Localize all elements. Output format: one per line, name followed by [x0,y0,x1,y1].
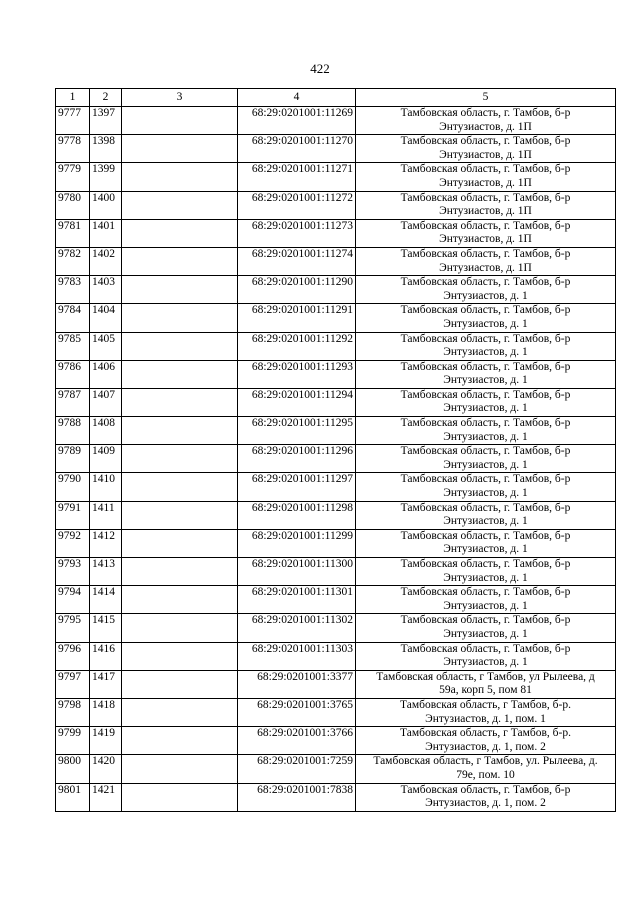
address-line-1: Тамбовская область, г Тамбов, б-р. [400,727,571,740]
column-header-2: 2 [90,89,122,107]
address-line-1: Тамбовская область, г. Тамбов, б-р [400,135,571,148]
address-cell [356,332,616,360]
row-number-cell: 9784 [56,304,90,332]
record-id-cell: 1409 [90,445,122,473]
empty-cell [122,698,238,726]
address-cell [356,755,616,783]
cadastral-number-cell: 68:29:0201001:3377 [238,670,356,698]
record-id-cell: 1399 [90,163,122,191]
address-cell [356,135,616,163]
address-line-2: Энтузиастов, д. 1 [443,289,528,302]
address-line-2: 79е, пом. 10 [456,768,515,781]
empty-cell [122,360,238,388]
row-number-cell: 9796 [56,642,90,670]
empty-cell [122,219,238,247]
cadastral-number-cell: 68:29:0201001:11271 [238,163,356,191]
row-number-cell: 9792 [56,529,90,557]
table-row [56,219,616,247]
address-cell [356,501,616,529]
table-row [56,614,616,642]
cadastral-number-cell: 68:29:0201001:11291 [238,304,356,332]
empty-cell [122,642,238,670]
address-line-2: Энтузиастов, д. 1 [443,515,528,528]
row-number-cell: 9789 [56,445,90,473]
record-id-cell: 1420 [90,755,122,783]
address-line-2: Энтузиастов, д. 1 [443,346,528,359]
address-line-2: Энтузиастов, д. 1 [443,543,528,556]
empty-cell [122,388,238,416]
address-line-1: Тамбовская область, г. Тамбов, б-р [400,473,571,486]
address-line-2: Энтузиастов, д. 1П [439,233,532,246]
cadastral-number-cell: 68:29:0201001:11292 [238,332,356,360]
table-row [56,642,616,670]
empty-cell [122,191,238,219]
record-id-cell: 1413 [90,558,122,586]
address-line-1: Тамбовская область, г. Тамбов, б-р [400,614,571,627]
address-line-1: Тамбовская область, г. Тамбов, б-р [400,388,571,401]
empty-cell [122,586,238,614]
record-id-cell: 1401 [90,219,122,247]
address-line-1: Тамбовская область, г. Тамбов, б-р [400,276,571,289]
row-number-cell: 9777 [56,107,90,135]
table-header [56,89,616,107]
address-line-1: Тамбовская область, г. Тамбов, б-р [400,417,571,430]
address-line-2: Энтузиастов, д. 1 [443,430,528,443]
record-id-cell: 1397 [90,107,122,135]
empty-cell [122,107,238,135]
table-row [56,529,616,557]
empty-cell [122,783,238,811]
address-line-2: Энтузиастов, д. 1, пом. 2 [425,740,546,753]
empty-cell [122,614,238,642]
record-id-cell: 1407 [90,388,122,416]
cadastral-number-cell: 68:29:0201001:11303 [238,642,356,670]
column-header-5: 5 [356,89,616,107]
empty-cell [122,755,238,783]
table-row [56,727,616,755]
table-row [56,247,616,275]
table-row [56,586,616,614]
table-row [56,135,616,163]
table-row [56,304,616,332]
cadastral-number-cell: 68:29:0201001:3766 [238,727,356,755]
record-id-cell: 1400 [90,191,122,219]
address-cell [356,191,616,219]
row-number-cell: 9801 [56,783,90,811]
cadastral-number-cell: 68:29:0201001:11294 [238,388,356,416]
cadastral-number-cell: 68:29:0201001:3765 [238,698,356,726]
cadastral-number-cell: 68:29:0201001:11295 [238,417,356,445]
address-line-2: Энтузиастов, д. 1П [439,120,532,133]
address-line-1: Тамбовская область, г. Тамбов, б-р [400,445,571,458]
table-row [56,332,616,360]
cadastral-number-cell: 68:29:0201001:11298 [238,501,356,529]
table-body [56,107,616,812]
empty-cell [122,417,238,445]
registry-table [55,88,616,812]
record-id-cell: 1406 [90,360,122,388]
row-number-cell: 9791 [56,501,90,529]
row-number-cell: 9799 [56,727,90,755]
row-number-cell: 9780 [56,191,90,219]
address-line-1: Тамбовская область, г. Тамбов, б-р [400,586,571,599]
address-cell [356,670,616,698]
table-row [56,473,616,501]
address-line-1: Тамбовская область, г. Тамбов, б-р [400,163,571,176]
address-cell [356,558,616,586]
empty-cell [122,163,238,191]
table-row [56,163,616,191]
cadastral-number-cell: 68:29:0201001:11273 [238,219,356,247]
table-row [56,276,616,304]
empty-cell [122,135,238,163]
address-line-2: Энтузиастов, д. 1 [443,458,528,471]
row-number-cell: 9787 [56,388,90,416]
address-cell [356,783,616,811]
row-number-cell: 9778 [56,135,90,163]
cadastral-number-cell: 68:29:0201001:7259 [238,755,356,783]
address-cell [356,445,616,473]
cadastral-number-cell: 68:29:0201001:11274 [238,247,356,275]
address-cell [356,388,616,416]
row-number-cell: 9794 [56,586,90,614]
address-line-1: Тамбовская область, г. Тамбов, б-р [400,304,571,317]
table-row [56,698,616,726]
record-id-cell: 1405 [90,332,122,360]
address-line-1: Тамбовская область, г. Тамбов, б-р [400,360,571,373]
empty-cell [122,529,238,557]
address-line-1: Тамбовская область, г. Тамбов, б-р [400,558,571,570]
address-cell [356,417,616,445]
record-id-cell: 1415 [90,614,122,642]
cadastral-number-cell: 68:29:0201001:7838 [238,783,356,811]
row-number-cell: 9779 [56,163,90,191]
address-cell [356,614,616,642]
address-cell [356,304,616,332]
record-id-cell: 1404 [90,304,122,332]
address-line-2: Энтузиастов, д. 1 [443,317,528,330]
address-cell [356,276,616,304]
cadastral-number-cell: 68:29:0201001:11300 [238,558,356,586]
cadastral-number-cell: 68:29:0201001:11297 [238,473,356,501]
cadastral-number-cell: 68:29:0201001:11269 [238,107,356,135]
address-line-2: Энтузиастов, д. 1, пом. 1 [425,712,546,725]
table-row [56,360,616,388]
address-cell [356,360,616,388]
header-row [56,89,616,107]
empty-cell [122,247,238,275]
record-id-cell: 1398 [90,135,122,163]
address-line-2: Энтузиастов, д. 1 [443,571,528,584]
row-number-cell: 9790 [56,473,90,501]
record-id-cell: 1417 [90,670,122,698]
page-number: 422 [310,61,330,76]
address-line-2: 59а, корп 5, пом 81 [439,684,532,697]
address-line-2: Энтузиастов, д. 1 [443,656,528,669]
empty-cell [122,332,238,360]
row-number-cell: 9785 [56,332,90,360]
record-id-cell: 1418 [90,698,122,726]
row-number-cell: 9781 [56,219,90,247]
row-number-cell: 9800 [56,755,90,783]
row-number-cell: 9782 [56,247,90,275]
address-line-1: Тамбовская область, г. Тамбов, б-р [400,783,571,796]
record-id-cell: 1402 [90,247,122,275]
empty-cell [122,445,238,473]
record-id-cell: 1403 [90,276,122,304]
address-line-1: Тамбовская область, г Тамбов, б-р. [400,698,571,711]
row-number-cell: 9795 [56,614,90,642]
row-number-cell: 9788 [56,417,90,445]
cadastral-number-cell: 68:29:0201001:11299 [238,529,356,557]
address-line-2: Энтузиастов, д. 1П [439,261,532,274]
empty-cell [122,727,238,755]
row-number-cell: 9786 [56,360,90,388]
address-cell [356,727,616,755]
address-cell [356,642,616,670]
record-id-cell: 1419 [90,727,122,755]
empty-cell [122,473,238,501]
address-cell [356,219,616,247]
table-row [56,107,616,135]
column-header-1: 1 [56,89,90,107]
record-id-cell: 1421 [90,783,122,811]
address-cell [356,698,616,726]
record-id-cell: 1411 [90,501,122,529]
address-line-1: Тамбовская область, г. Тамбов, б-р [400,501,571,514]
empty-cell [122,670,238,698]
table-row [56,191,616,219]
address-cell [356,163,616,191]
address-line-2: Энтузиастов, д. 1, пом. 2 [425,797,546,810]
address-line-2: Энтузиастов, д. 1П [439,176,532,189]
address-line-2: Энтузиастов, д. 1 [443,374,528,387]
address-cell [356,107,616,135]
address-line-1: Тамбовская область, г. Тамбов, б-р [400,191,571,204]
address-line-2: Энтузиастов, д. 1 [443,599,528,612]
table-row [56,501,616,529]
address-cell [356,586,616,614]
address-line-2: Энтузиастов, д. 1 [443,627,528,640]
row-number-cell: 9797 [56,670,90,698]
address-line-1: Тамбовская область, г. Тамбов, б-р [400,529,571,542]
address-line-1: Тамбовская область, г Тамбов, ул Рылеева, д [376,670,595,683]
record-id-cell: 1412 [90,529,122,557]
record-id-cell: 1414 [90,586,122,614]
address-line-1: Тамбовская область, г. Тамбов, б-р [400,107,571,119]
column-header-4: 4 [238,89,356,107]
column-header-3: 3 [122,89,238,107]
address-cell [356,529,616,557]
address-line-1: Тамбовская область, г. Тамбов, б-р [400,247,571,260]
cadastral-number-cell: 68:29:0201001:11302 [238,614,356,642]
address-line-2: Энтузиастов, д. 1П [439,148,532,161]
row-number-cell: 9793 [56,558,90,586]
table-row [56,388,616,416]
record-id-cell: 1416 [90,642,122,670]
empty-cell [122,558,238,586]
cadastral-number-cell: 68:29:0201001:11290 [238,276,356,304]
address-line-1: Тамбовская область, г. Тамбов, б-р [400,219,571,232]
address-line-1: Тамбовская область, г. Тамбов, б-р [400,332,571,345]
address-line-1: Тамбовская область, г. Тамбов, б-р [400,642,571,655]
empty-cell [122,304,238,332]
row-number-cell: 9798 [56,698,90,726]
empty-cell [122,501,238,529]
cadastral-number-cell: 68:29:0201001:11301 [238,586,356,614]
cadastral-number-cell: 68:29:0201001:11293 [238,360,356,388]
address-line-2: Энтузиастов, д. 1П [439,205,532,218]
cadastral-number-cell: 68:29:0201001:11272 [238,191,356,219]
address-cell [356,247,616,275]
table-row [56,755,616,783]
row-number-cell: 9783 [56,276,90,304]
cadastral-number-cell: 68:29:0201001:11296 [238,445,356,473]
table-row [56,670,616,698]
table-row [56,558,616,586]
address-line-2: Энтузиастов, д. 1 [443,487,528,500]
table-row [56,417,616,445]
empty-cell [122,276,238,304]
table-row [56,445,616,473]
record-id-cell: 1410 [90,473,122,501]
address-cell [356,473,616,501]
record-id-cell: 1408 [90,417,122,445]
cadastral-number-cell: 68:29:0201001:11270 [238,135,356,163]
table-row [56,783,616,811]
address-line-1: Тамбовская область, г Тамбов, ул. Рылеева, д. [373,755,598,768]
address-line-2: Энтузиастов, д. 1 [443,402,528,415]
